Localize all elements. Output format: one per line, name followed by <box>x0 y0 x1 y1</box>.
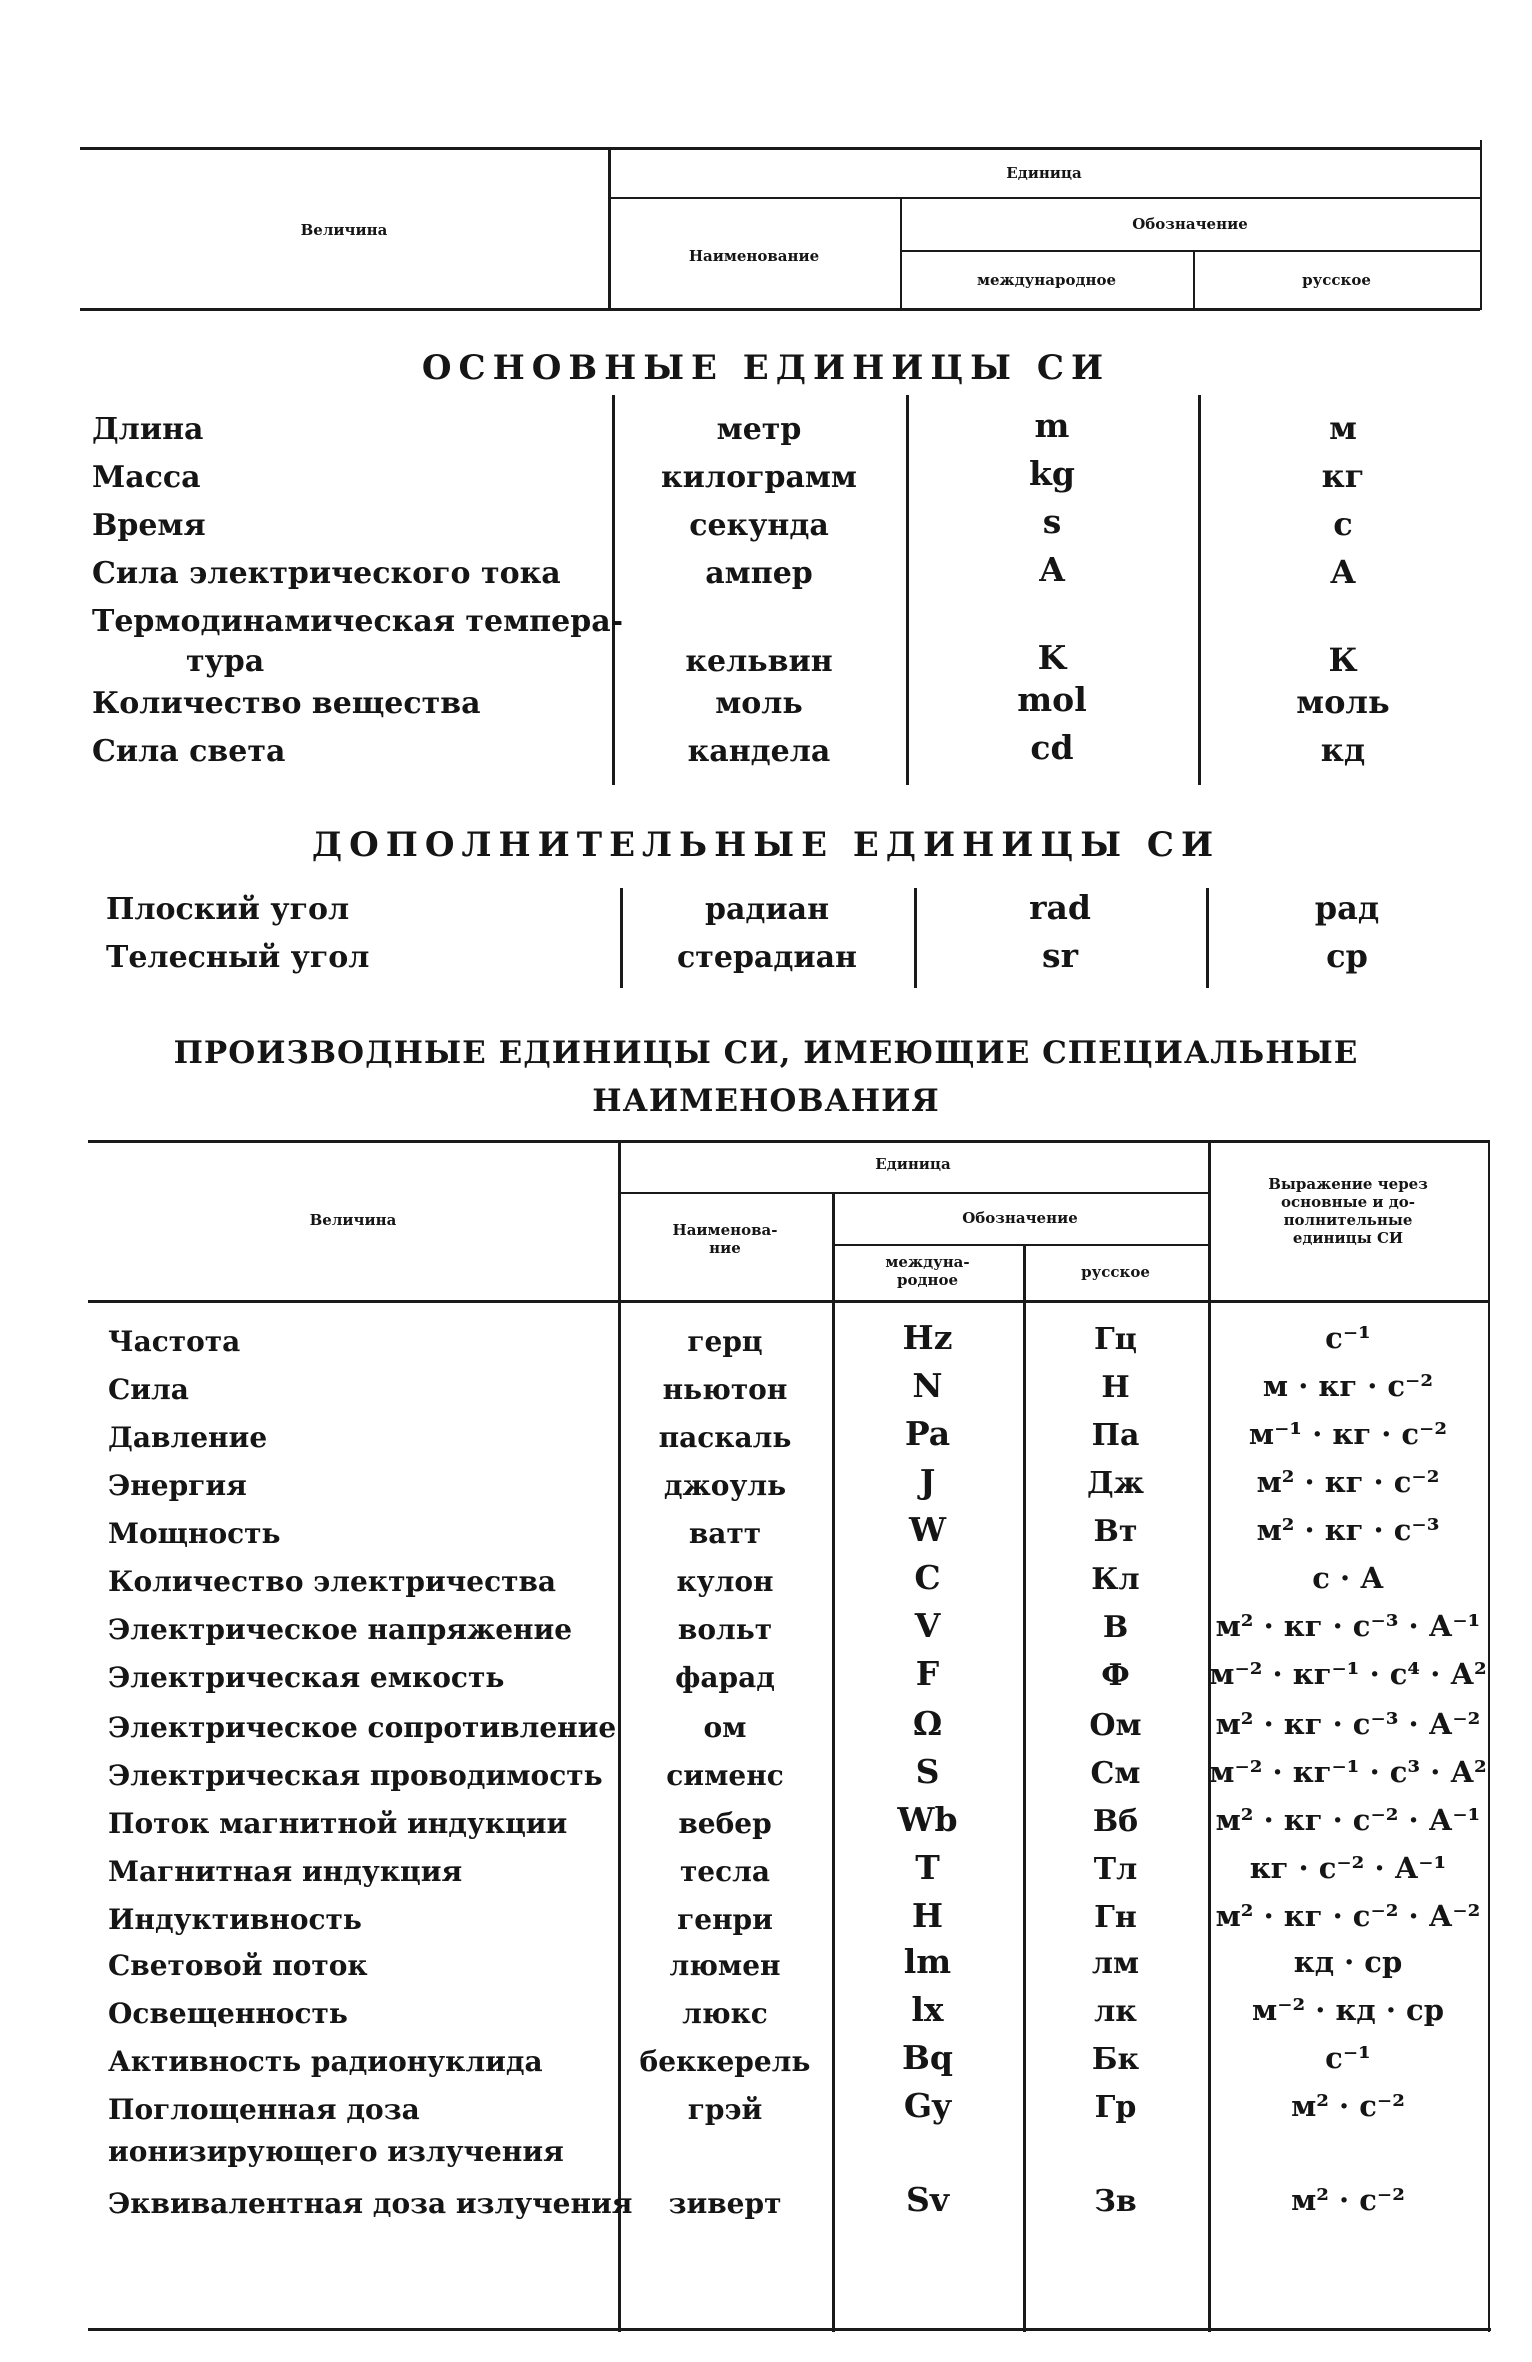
header-designation-rule <box>900 250 1480 252</box>
unit-name: герц <box>687 1325 763 1358</box>
russian-symbol: лк <box>1094 1994 1137 2029</box>
unit-name: ватт <box>688 1517 762 1550</box>
quantity-name: Время <box>92 508 206 543</box>
unit-name: ом <box>703 1711 747 1744</box>
russian-symbol: Гн <box>1094 1900 1137 1935</box>
unit-name: радиан <box>704 892 830 927</box>
russian-symbol: Зв <box>1094 2184 1137 2219</box>
header2-designation-rule <box>832 1244 1208 1246</box>
header2-expr-line3: полнительные <box>1283 1211 1413 1229</box>
russian-symbol: К <box>1328 641 1358 679</box>
russian-symbol: Бк <box>1091 2042 1140 2077</box>
header2-right-border <box>1488 1140 1490 2332</box>
international-symbol: C <box>914 1558 941 1597</box>
russian-symbol: Кл <box>1091 1562 1140 1597</box>
unit-name: генри <box>677 1903 773 1936</box>
header2-expr-line2: основные и до- <box>1281 1193 1415 1211</box>
russian-symbol: м <box>1329 409 1357 447</box>
header2-expr-line4: единицы СИ <box>1292 1229 1404 1247</box>
si-expression: кг · с⁻² · А⁻¹ <box>1249 1851 1447 1885</box>
quantity-name: Сила света <box>92 734 286 769</box>
si-expression: м⁻² · кг⁻¹ · с⁴ · А² <box>1209 1657 1487 1691</box>
russian-symbol: Гр <box>1094 2090 1137 2125</box>
si-expression: с⁻¹ <box>1325 1321 1371 1355</box>
si-expression: м² · кг · с⁻² <box>1256 1465 1440 1499</box>
unit-name: вебер <box>678 1807 772 1840</box>
unit-name: кандела <box>687 734 831 769</box>
unit-name: люмен <box>669 1949 781 1982</box>
unit-name: кулон <box>676 1565 774 1598</box>
header2-expr-line1: Выражение через <box>1268 1175 1428 1193</box>
derived-units-title-line1: ПРОИЗВОДНЫЕ ЕДИНИЦЫ СИ, ИМЕЮЩИЕ СПЕЦИАЛЬНЫЕ <box>173 1035 1359 1071</box>
si-expression: м² · кг · с⁻³ <box>1256 1513 1440 1547</box>
header2-russian: русское <box>1081 1263 1150 1281</box>
russian-symbol: Па <box>1091 1418 1140 1453</box>
russian-symbol: Вт <box>1093 1514 1138 1549</box>
quantity-name: Индуктивность <box>108 1903 362 1936</box>
header2-unit-name-line2: ние <box>709 1239 741 1257</box>
si-expression: м⁻¹ · кг · с⁻² <box>1248 1417 1448 1451</box>
international-symbol: kg <box>1029 454 1075 493</box>
header2-bottom-rule <box>88 1300 1488 1303</box>
russian-symbol: кд <box>1320 731 1366 769</box>
russian-symbol: Ом <box>1089 1708 1142 1743</box>
unit-name: килограмм <box>661 460 857 495</box>
unit-name: джоуль <box>663 1469 787 1502</box>
header2-international-line2: родное <box>896 1271 959 1289</box>
header-unit-name: Наименование <box>688 247 820 265</box>
quantity-name: Электрическая емкость <box>108 1661 505 1694</box>
unit-name: ньютон <box>662 1373 788 1406</box>
international-symbol: Hz <box>902 1318 953 1357</box>
header-unit: Единица <box>1006 164 1082 182</box>
si-expression: м² · кг · с⁻³ · А⁻² <box>1215 1707 1481 1741</box>
quantity-name-line2: ионизирующего излучения <box>108 2135 564 2168</box>
header-quantity: Величина <box>300 221 388 239</box>
international-symbol: J <box>919 1462 936 1501</box>
header2-unit: Единица <box>875 1155 951 1173</box>
international-symbol: W <box>908 1510 947 1549</box>
international-symbol: s <box>1042 502 1062 541</box>
international-symbol: sr <box>1042 936 1078 975</box>
unit-name: тесла <box>679 1855 771 1888</box>
russian-symbol: Тл <box>1093 1852 1138 1887</box>
base-units-title: ОСНОВНЫЕ ЕДИНИЦЫ СИ <box>421 348 1111 388</box>
si-expression: м⁻² · кд · ср <box>1252 1993 1444 2027</box>
quantity-name: Телесный угол <box>106 940 370 975</box>
quantity-name: Освещенность <box>108 1997 348 2030</box>
unit-name: грэй <box>687 2093 763 2126</box>
header2-quantity: Величина <box>309 1211 397 1229</box>
international-symbol: Wb <box>897 1800 958 1839</box>
quantity-name: Длина <box>92 412 204 447</box>
quantity-name: Поток магнитной индукции <box>108 1807 568 1840</box>
header2-designation: Обозначение <box>962 1209 1078 1227</box>
unit-name: кельвин <box>685 644 833 679</box>
international-symbol: cd <box>1030 728 1074 767</box>
international-symbol: Ω <box>912 1704 943 1743</box>
header-designation: Обозначение <box>1132 215 1248 233</box>
unit-name: вольт <box>677 1613 773 1646</box>
unit-name: зиверт <box>668 2187 782 2220</box>
supplementary-units-title: ДОПОЛНИТЕЛЬНЫЕ ЕДИНИЦЫ СИ <box>311 825 1221 865</box>
international-symbol: N <box>912 1366 943 1405</box>
russian-symbol: кг <box>1321 457 1365 495</box>
international-symbol: S <box>915 1752 940 1791</box>
international-symbol: Gy <box>903 2086 952 2125</box>
si-expression: м · кг · с⁻² <box>1262 1369 1434 1403</box>
header-right-border <box>1480 140 1482 310</box>
unit-name: люкс <box>682 1997 768 2030</box>
si-expression: м² · кг · с⁻² · А⁻² <box>1215 1899 1481 1933</box>
header2-unit-name-line1: Наименова- <box>672 1221 778 1239</box>
international-symbol: lm <box>903 1942 952 1981</box>
derived-units-title-line2: НАИМЕНОВАНИЯ <box>592 1083 940 1119</box>
si-expression: м² · кг · с⁻³ · А⁻¹ <box>1215 1609 1481 1643</box>
international-symbol: rad <box>1029 888 1091 927</box>
international-symbol: mol <box>1017 680 1087 719</box>
unit-name: сименс <box>666 1759 784 1792</box>
international-symbol: V <box>914 1606 941 1645</box>
quantity-name: Электрическое напряжение <box>108 1613 573 1646</box>
international-symbol: lx <box>911 1990 944 2029</box>
si-expression: м² · кг · с⁻² · А⁻¹ <box>1215 1803 1481 1837</box>
international-symbol: F <box>915 1654 940 1693</box>
international-symbol: Sv <box>905 2180 949 2219</box>
quantity-name: Мощность <box>108 1517 281 1550</box>
quantity-name: Эквивалентная доза излучения <box>108 2187 633 2220</box>
si-expression: с · А <box>1312 1561 1384 1595</box>
russian-symbol: Вб <box>1092 1804 1139 1839</box>
international-symbol: K <box>1037 638 1067 677</box>
russian-symbol: Ф <box>1101 1658 1130 1693</box>
unit-name: паскаль <box>658 1421 792 1454</box>
russian-symbol: с <box>1333 505 1353 543</box>
russian-symbol: Гц <box>1094 1322 1137 1357</box>
si-expression: м² · с⁻² <box>1291 2089 1405 2123</box>
russian-symbol: Дж <box>1087 1466 1144 1501</box>
russian-symbol: См <box>1090 1756 1141 1791</box>
international-symbol: m <box>1034 406 1070 445</box>
russian-symbol: А <box>1329 553 1357 591</box>
quantity-name: Количество электричества <box>108 1565 557 1598</box>
international-symbol: T <box>915 1848 940 1887</box>
quantity-name: Энергия <box>108 1469 247 1502</box>
header2-international-line1: междуна- <box>885 1253 970 1271</box>
unit-name: ампер <box>705 556 813 591</box>
si-expression: кд · ср <box>1293 1945 1403 1979</box>
quantity-name-line2: тура <box>186 644 265 679</box>
russian-symbol: лм <box>1091 1946 1140 1981</box>
russian-symbol: В <box>1102 1610 1129 1645</box>
quantity-name: Сила электрического тока <box>92 556 561 591</box>
header2-top-rule <box>88 1140 1488 1143</box>
quantity-name: Плоский угол <box>106 892 350 927</box>
unit-name: беккерель <box>639 2045 811 2078</box>
unit-name: моль <box>715 686 803 721</box>
si-expression: м² · с⁻² <box>1291 2183 1405 2217</box>
si-expression: с⁻¹ <box>1325 2041 1371 2075</box>
quantity-name: Световой поток <box>108 1949 368 1982</box>
quantity-name-line1: Поглощенная доза <box>108 2093 420 2126</box>
russian-symbol: рад <box>1314 889 1380 927</box>
unit-name: стерадиан <box>677 940 857 975</box>
header2-unit-rule <box>618 1192 1208 1194</box>
quantity-name: Количество вещества <box>92 686 481 721</box>
russian-symbol: ср <box>1326 937 1368 975</box>
header-divider-name <box>900 197 902 309</box>
table-bottom-rule <box>88 2328 1491 2331</box>
international-symbol: Pa <box>904 1414 951 1453</box>
base-divider-3 <box>1198 395 1201 785</box>
international-symbol: H <box>911 1896 944 1935</box>
russian-symbol: Н <box>1101 1370 1130 1405</box>
quantity-name: Электрическое сопротивление <box>108 1711 617 1744</box>
header-top-rule <box>80 147 1480 150</box>
header-russian: русское <box>1302 271 1371 289</box>
header-international: международное <box>976 271 1117 289</box>
quantity-name: Электрическая проводимость <box>108 1759 603 1792</box>
unit-name: секунда <box>689 508 829 543</box>
quantity-name: Активность радионуклида <box>108 2045 543 2078</box>
quantity-name: Масса <box>92 460 201 495</box>
unit-name: метр <box>716 412 802 447</box>
russian-symbol: моль <box>1296 683 1390 721</box>
quantity-name: Давление <box>108 1421 268 1454</box>
quantity-name: Частота <box>108 1325 241 1358</box>
quantity-name: Магнитная индукция <box>108 1855 463 1888</box>
si-expression: м⁻² · кг⁻¹ · с³ · А² <box>1209 1755 1487 1789</box>
international-symbol: A <box>1039 550 1065 589</box>
header-bottom-rule <box>80 308 1480 311</box>
quantity-name: Сила <box>108 1373 189 1406</box>
international-symbol: Bq <box>902 2038 953 2077</box>
unit-name: фарад <box>675 1661 775 1694</box>
quantity-name-line1: Термодинамическая темпера- <box>92 604 624 639</box>
base-divider-2 <box>906 395 909 785</box>
header-unit-rule <box>608 197 1480 199</box>
